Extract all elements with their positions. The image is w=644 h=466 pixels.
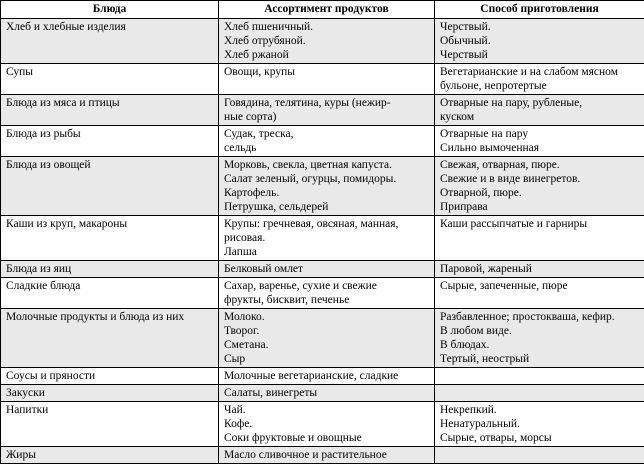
products-cell	[219, 261, 435, 278]
preparation-cell	[435, 261, 644, 278]
dish-cell	[1, 402, 219, 447]
table-row	[1, 19, 644, 64]
text-line: Творог.	[224, 325, 260, 337]
dish-cell	[1, 278, 219, 309]
table-row	[1, 64, 644, 95]
text-line: Отварной, пюре.	[440, 187, 522, 199]
text-line: Чай.	[224, 404, 246, 416]
text-line: куском	[440, 111, 475, 123]
products-cell	[219, 385, 435, 402]
text-line: Хлеб отрубяной.	[224, 35, 306, 47]
text-line: Петрушка, сельдерей	[224, 201, 329, 213]
text-line: сельдь	[224, 142, 257, 154]
text-line: Черствый.	[440, 21, 491, 33]
text-line: Белковый омлет	[224, 263, 304, 275]
text-line: Черствый	[440, 49, 488, 61]
preparation-cell	[435, 309, 644, 368]
preparation-cell	[435, 278, 644, 309]
text-line: Салаты, винегреты	[224, 387, 318, 399]
text-line: Масло сливочное и растительное	[224, 449, 387, 461]
text-line: Вегетарианские и на слабом мясном	[440, 66, 618, 78]
text-line: Кофе.	[224, 418, 253, 430]
header-cell: Ассортимент продуктов	[219, 1, 435, 19]
text-line: Хлеб и хлебные изделия	[6, 21, 126, 33]
dish-cell	[1, 19, 219, 64]
preparation-cell	[435, 126, 644, 157]
dish-cell	[1, 95, 219, 126]
table-row	[1, 126, 644, 157]
products-cell	[219, 447, 435, 464]
text-line: Сметана.	[224, 339, 269, 351]
text-line: Сладкие блюда	[6, 280, 81, 292]
products-cell	[219, 216, 435, 261]
text-line: В любом виде.	[440, 325, 512, 337]
text-line: Судак, треска,	[224, 128, 294, 140]
text-line: Тертый, неострый	[440, 353, 530, 365]
text-line: бульоне, непротертые	[440, 80, 547, 92]
products-cell	[219, 309, 435, 368]
text-line: Разбавленное; простокваша, кефир.	[440, 311, 615, 323]
products-cell	[219, 157, 435, 216]
table-row	[1, 261, 644, 278]
text-line: Соусы и пряности	[6, 370, 96, 382]
header-row	[1, 1, 644, 19]
text-line: Хлеб пшеничный.	[224, 21, 313, 33]
text-line: Молочные продукты и блюда из них	[6, 311, 185, 323]
text-line: ные сорта)	[224, 111, 277, 123]
text-line: Свежие и в виде винегретов.	[440, 173, 581, 185]
table-row	[1, 368, 644, 385]
text-line: Закуски	[6, 387, 45, 399]
dish-cell	[1, 309, 219, 368]
text-line: Сахар, варенье, сухие и свежие	[224, 280, 377, 292]
table-row	[1, 157, 644, 216]
products-cell	[219, 64, 435, 95]
table-row	[1, 95, 644, 126]
text-line: фрукты, бисквит, печенье	[224, 294, 350, 306]
text-line: Морковь, свекла, цветная капуста.	[224, 159, 392, 171]
text-line: Говядина, телятина, куры (нежир-	[224, 97, 391, 109]
preparation-cell	[435, 19, 644, 64]
text-line: Сырые, запеченные, пюре	[440, 280, 568, 292]
products-cell	[219, 19, 435, 64]
preparation-cell	[435, 402, 644, 447]
text-line: Некрепкий.	[440, 404, 497, 416]
text-line: Блюда из овощей	[6, 159, 91, 171]
preparation-cell	[435, 157, 644, 216]
text-line: Блюда из рыбы	[6, 128, 81, 140]
text-line: Напитки	[6, 404, 49, 416]
header-cell: Блюда	[1, 1, 219, 19]
products-cell	[219, 278, 435, 309]
text-line: Картофель.	[224, 187, 280, 199]
text-line: Сырые, отвары, морсы	[440, 432, 552, 444]
table-row	[1, 447, 644, 464]
text-line: Молочные вегетарианские, сладкие	[224, 370, 399, 382]
table-row	[1, 278, 644, 309]
text-line: Салат зеленый, огурцы, помидоры.	[224, 173, 397, 185]
products-cell	[219, 126, 435, 157]
products-cell	[219, 368, 435, 385]
text-line: Отварные на пару, рубленые,	[440, 97, 583, 109]
text-line: Ненатуральный.	[440, 418, 520, 430]
preparation-cell	[435, 95, 644, 126]
text-line: Хлеб ржаной	[224, 49, 289, 61]
text-line: Каши из круп, макароны	[6, 218, 128, 230]
text-line: Отварные на пару	[440, 128, 529, 140]
dish-cell	[1, 368, 219, 385]
dish-cell	[1, 447, 219, 464]
preparation-cell	[435, 216, 644, 261]
dish-cell	[1, 126, 219, 157]
text-line: В блюдах.	[440, 339, 490, 351]
text-line: Блюда из яиц	[6, 263, 72, 275]
text-line: Каши рассыпчатые и гарниры	[440, 218, 588, 230]
text-line: Приправа	[440, 201, 488, 213]
dish-cell	[1, 64, 219, 95]
preparation-cell	[435, 64, 644, 95]
text-line: Обычный.	[440, 35, 491, 47]
text-line: Лапша	[224, 246, 257, 258]
text-line: рисовая.	[224, 232, 266, 244]
header-cell: Способ приготовления	[435, 1, 644, 19]
text-line: Молоко.	[224, 311, 265, 323]
text-line: Сыр	[224, 353, 246, 365]
products-cell	[219, 402, 435, 447]
products-cell	[219, 95, 435, 126]
preparation-cell	[435, 385, 644, 402]
dish-cell	[1, 157, 219, 216]
table-row	[1, 309, 644, 368]
text-line: Супы	[6, 66, 34, 78]
dish-cell	[1, 261, 219, 278]
dish-cell	[1, 216, 219, 261]
preparation-cell	[435, 447, 644, 464]
preparation-cell	[435, 368, 644, 385]
table-row	[1, 402, 644, 447]
text-line: Крупы: гречневая, овсяная, манная,	[224, 218, 399, 230]
text-line: Овощи, крупы	[224, 66, 295, 78]
text-line: Жиры	[6, 449, 36, 461]
dish-cell	[1, 385, 219, 402]
text-line: Блюда из мяса и птицы	[6, 97, 120, 109]
table-row	[1, 216, 644, 261]
text-line: Свежая, отварная, пюре.	[440, 159, 560, 171]
text-line: Сильно вымоченная	[440, 142, 540, 154]
table-row	[1, 385, 644, 402]
text-line: Паровой, жареный	[440, 263, 532, 275]
text-line: Соки фруктовые и овощные	[224, 432, 362, 444]
